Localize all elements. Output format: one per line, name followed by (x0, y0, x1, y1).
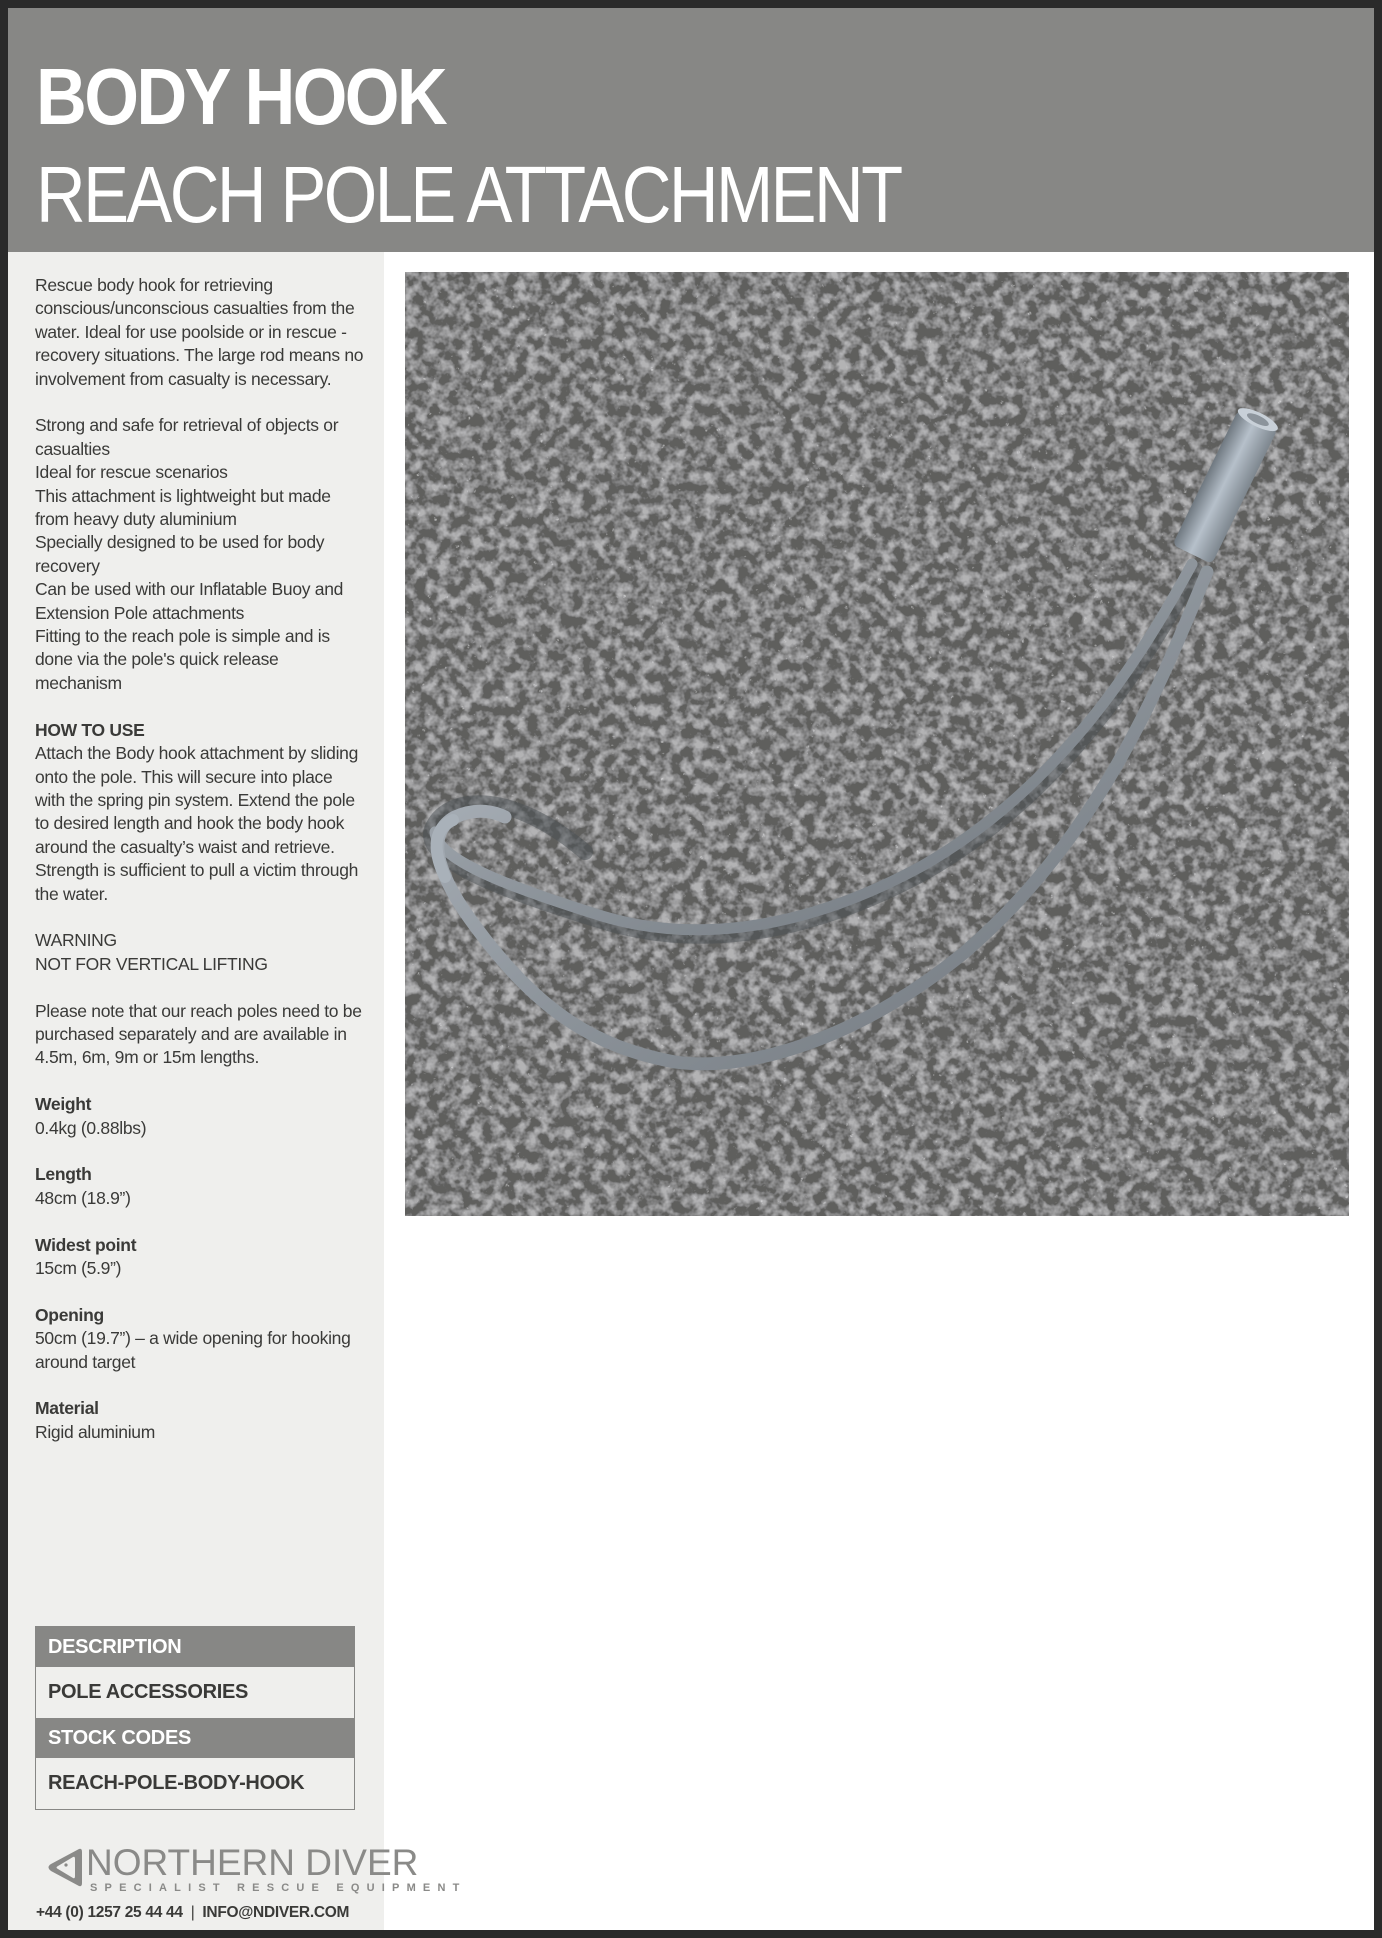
contact-line (36, 1904, 366, 1922)
sidebar (8, 252, 467, 1930)
spec-value: 48cm (18.9”) (35, 1187, 131, 1208)
warning-label: WARNING (35, 930, 117, 951)
how-to-use-text: Attach the Body hook attachment by sliding onto the pole. This will secure into place with the spring pin system. Extend the pole to desired length and hook the body hook around the casualty’s waist and retrieve. Strength is sufficient to pull a victim through the water. (35, 743, 359, 904)
spec-label: Length (35, 1164, 92, 1185)
feature-item: Ideal for rescue scenarios (35, 462, 228, 483)
spec-material (35, 1397, 365, 1444)
product-sheet-page (8, 8, 1374, 1930)
stock-code-value: REACH-POLE-BODY-HOOK (48, 1772, 305, 1794)
feature-item: Can be used with our Inflatable Buoy and Extension Pole attachments (35, 579, 344, 623)
phone-number: +44 (0) 1257 25 44 44 (36, 1904, 183, 1921)
spec-label: Widest point (35, 1234, 137, 1255)
intro-paragraph: Rescue body hook for retrieving conscious/unconscious casualties from the water. Ideal for use poolside or in rescue - recovery situations. The large rod means no involvement from casualty is necessary. (35, 275, 364, 389)
brand-name: NORTHERN DIVER (86, 1842, 419, 1883)
product-photo (405, 272, 1349, 1216)
spec-weight (35, 1093, 365, 1140)
spec-opening (35, 1304, 365, 1374)
product-info-box (35, 1626, 355, 1810)
product-title: BODY HOOK (36, 52, 446, 141)
description-value: POLE ACCESSORIES (48, 1681, 249, 1703)
brand-tagline: SPECIALIST RESCUE EQUIPMENT (90, 1882, 467, 1894)
note-paragraph: Please note that our reach poles need to be purchased separately and are available in 4.5m, 6m, 9m or 15m lengths. (35, 1000, 362, 1068)
feature-item: Fitting to the reach pole is simple and is done via the pole's quick release mechanism (35, 626, 330, 693)
product-subtitle: REACH POLE ATTACHMENT (36, 150, 901, 239)
stock-codes-header: STOCK CODES (36, 1718, 354, 1758)
spec-label: Material (35, 1398, 99, 1419)
header-banner (8, 8, 1374, 252)
feature-item: Specially designed to be used for body recovery (35, 532, 325, 576)
feature-item: Strong and safe for retrieval of objects or casualties (35, 415, 339, 459)
warning-text: NOT FOR VERTICAL LIFTING (35, 953, 268, 974)
spec-label: Weight (35, 1094, 92, 1115)
spec-label: Opening (35, 1304, 104, 1325)
spec-length (35, 1163, 365, 1210)
body-hook-photo-icon (405, 272, 1349, 1216)
diver-mask-icon (45, 1846, 83, 1888)
feature-item: This attachment is lightweight but made from heavy duty aluminium (35, 485, 331, 530)
contact-separator: | (190, 1904, 195, 1921)
spec-widest-point (35, 1234, 365, 1281)
spec-value: Rigid aluminium (35, 1421, 155, 1442)
sidebar-text (35, 274, 365, 1468)
email-address: INFO@NDIVER.COM (202, 1904, 350, 1921)
northern-diver-logo (38, 1840, 467, 1896)
spec-value: 0.4kg (0.88lbs) (35, 1117, 147, 1138)
spec-value: 50cm (19.7”) – a wide opening for hooking around target (35, 1328, 351, 1372)
spec-value: 15cm (5.9”) (35, 1257, 122, 1278)
how-to-use-heading: HOW TO USE (35, 719, 145, 740)
description-header: DESCRIPTION (36, 1627, 354, 1667)
